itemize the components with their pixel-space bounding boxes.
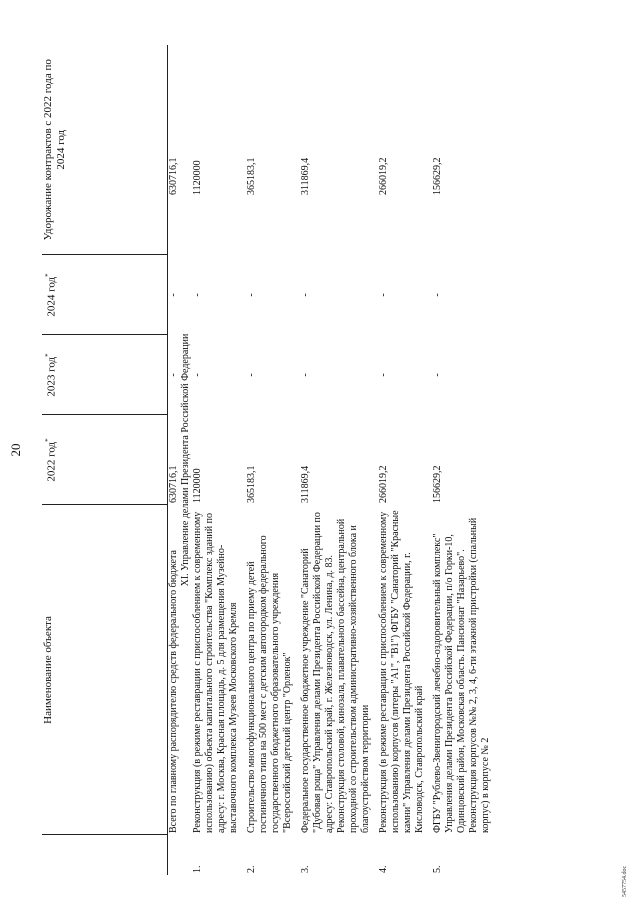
document-id: 5457754.doc: [622, 865, 628, 897]
total-row: [168, 45, 181, 875]
row-2022: 365183,1: [246, 465, 257, 503]
header-2023: 2023 год*: [42, 335, 168, 415]
table-row: [432, 45, 498, 875]
row-number: 5.: [432, 865, 443, 873]
row-name: Строительство многофункционального центра по приему детей гостиничного типа на 500 мест с детским автогородком федерального государственного бюджетного образовательного учреждения "Всероссийский детский центр "Орленок": [246, 535, 293, 833]
total-label: Всего по главному распорядителю средств федерального бюджета: [168, 550, 179, 833]
table-row: [246, 45, 300, 875]
row-name: Реконструкция (в режиме реставрации с приспособлением к современному использованию) объекта капитального строительства "Комплекс зданий по адресу: г. Москва, Красная площадь, д. 5 для размещения Музейно-выставочного комплекса Музеев Московского Кремля: [192, 511, 239, 833]
table-header-row: [42, 45, 168, 875]
row-name: Федеральное государственное бюджетное учреждение "Санаторий "Дубовая роща" Управления делами Президента Российской Федерации по адресу: Ставропольский край, г. Железноводск, ул. Ленина, д. 83. Реконструкция столовой, кинозала, плавательного бассейна, центральной проходной со строительством административно-хозяйственного блока и благоустройством территории: [300, 512, 371, 833]
row-reduction: 365183,1: [246, 157, 257, 195]
row-name: ФГБУ "Рублево-Звенигородский лечебно-оздоровительный комплекс" Управления делами Президента Российской Федерации, п/о Горки-10, Одинцовский район, Московская область. Пансионат "Назарьево". Реконструкция корпусов №№ 2, 3, 4, 6-ти этажной пристройки (спальный корпус) в корпусе № 2: [432, 517, 491, 833]
header-reduction: Удорожание контрактов с 2022 года по 2024 год: [42, 45, 168, 255]
row-2024: -: [246, 293, 257, 297]
row-2022: 266019,2: [378, 465, 389, 503]
row-name: Реконструкция (в режиме реставрации с приспособлением к современному использованию) корпусов (литеры "А1", "В1") ФГБУ "Санаторий "Красные камни" Управления делами Президента Российской Федерации, г. Кисловодск, Ставропольский край: [378, 510, 425, 833]
row-2023: -: [378, 373, 389, 377]
row-2022: 311869,4: [300, 465, 311, 503]
row-reduction: 156629,2: [432, 157, 443, 195]
table-row: [378, 45, 432, 875]
row-2024: -: [432, 293, 443, 297]
section-row: [180, 45, 192, 875]
header-2024: 2024 год*: [42, 255, 168, 335]
table-row: [300, 45, 378, 875]
header-no: [42, 835, 168, 875]
row-reduction: 311869,4: [300, 157, 311, 195]
objects-table: [42, 45, 498, 875]
total-2022: 630716,1: [168, 465, 179, 503]
row-2023: -: [192, 373, 203, 377]
page-number: 20: [8, 443, 23, 457]
row-reduction: 266019,2: [378, 157, 389, 195]
row-number: 3.: [300, 865, 311, 873]
total-reduction: 630716,1: [168, 157, 179, 195]
row-2023: -: [246, 373, 257, 377]
row-2022: 156629,2: [432, 465, 443, 503]
row-reduction: 1120000: [192, 160, 203, 195]
section-title: XI. Управление делами Президента Российской Федерации: [180, 333, 191, 587]
header-2022: 2022 год*: [42, 415, 168, 505]
row-2024: -: [192, 293, 203, 297]
row-2024: -: [378, 293, 389, 297]
total-2024: -: [168, 293, 179, 297]
header-name: Наименование объекта: [42, 505, 168, 835]
row-number: 2.: [246, 865, 257, 873]
row-2024: -: [300, 293, 311, 297]
table-row: [192, 45, 246, 875]
row-number: 1.: [192, 865, 203, 873]
row-number: 4.: [378, 865, 389, 873]
row-2023: -: [432, 373, 443, 377]
total-2023: -: [168, 373, 179, 377]
row-2022: 1120000: [192, 468, 203, 503]
row-2023: -: [300, 373, 311, 377]
